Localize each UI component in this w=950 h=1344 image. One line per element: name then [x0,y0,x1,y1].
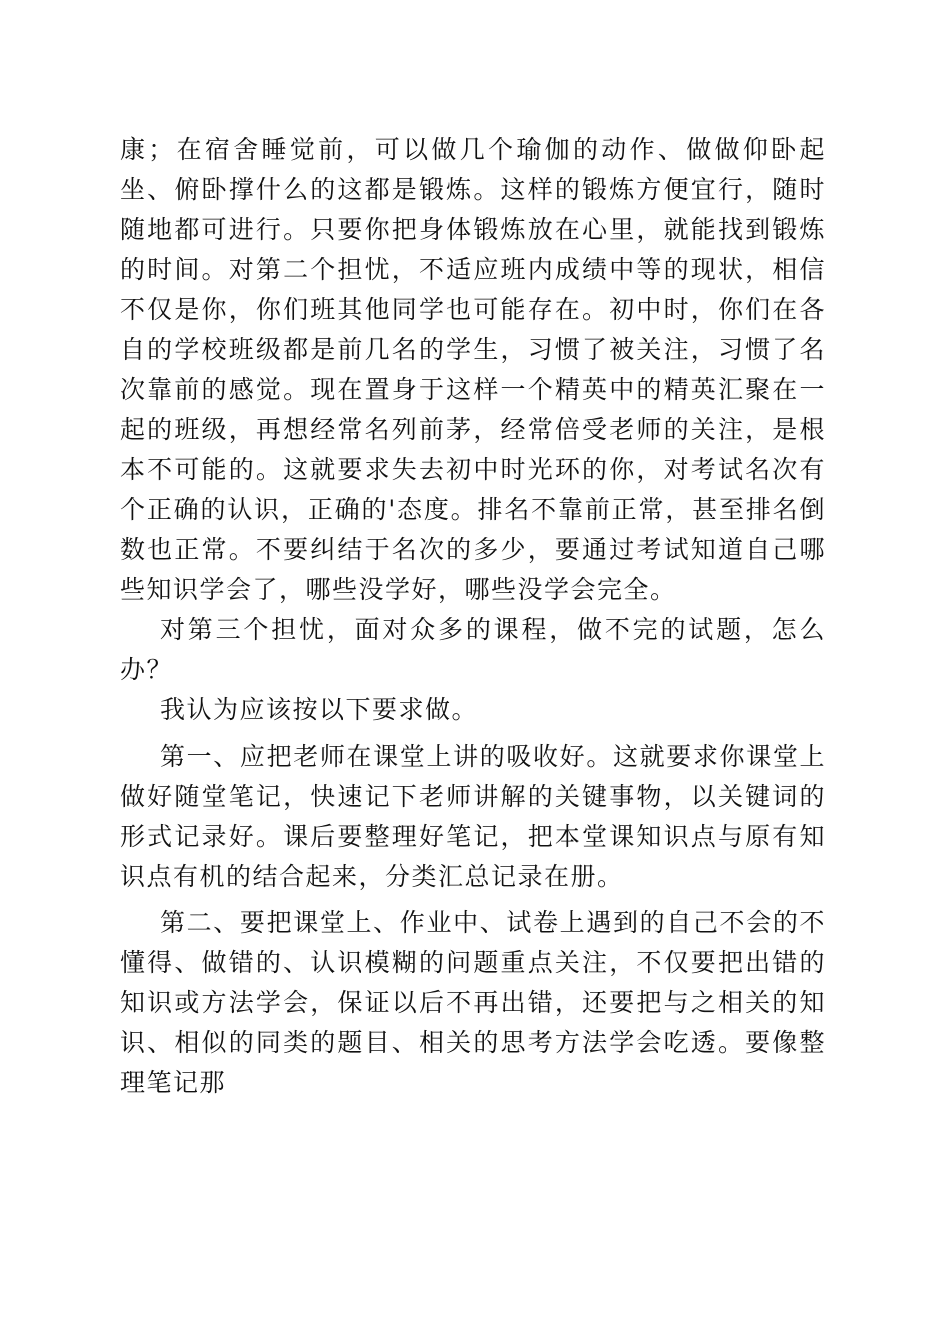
paragraph-2: 对第三个担忧，面对众多的课程，做不完的试题，怎么办？ [120,615,826,684]
paragraph-1: 康；在宿舍睡觉前，可以做几个瑜伽的动作、做做仰卧起坐、俯卧撑什么的这都是锻炼。这样的锻炼方便宜行，随时随地都可进行。只要你把身体锻炼放在心里，就能找到锻炼的时间。对第二个担忧，不适应班内成绩中等的现状，相信不仅是你，你们班其他同学也可能存在。初中时，你们在各自的学校班级都是前几名的学生，习惯了被关注，习惯了名次靠前的感觉。现在置身于这样一个精英中的精英汇聚在一起的班级，再想经常名列前茅，经常倍受老师的关注，是根本不可能的。这就要求失去初中时光环的你，对考试名次有个正确的认识，正确的'态度。排名不靠前正常，甚至排名倒数也正常。不要纠结于名次的多少，要通过考试知道自己哪些知识学会了，哪些没学好，哪些没学会完全。 [120,135,826,604]
paragraph-5: 第二、要把课堂上、作业中、试卷上遇到的自己不会的不懂得、做错的、认识模糊的问题重点关注，不仅要把出错的知识或方法学会，保证以后不再出错，还要把与之相关的知识、相似的同类的题目、相关的思考方法学会吃透。要像整理笔记那 [120,908,826,1097]
paragraph-3: 我认为应该按以下要求做。 [160,695,479,724]
body-text [120,130,826,1103]
paragraph-4: 第一、应把老师在课堂上讲的吸收好。这就要求你课堂上做好随堂笔记，快速记下老师讲解的关键事物，以关键词的形式记录好。课后要整理好笔记，把本堂课知识点与原有知识点有机的结合起来，分类汇总记录在册。 [120,742,826,891]
